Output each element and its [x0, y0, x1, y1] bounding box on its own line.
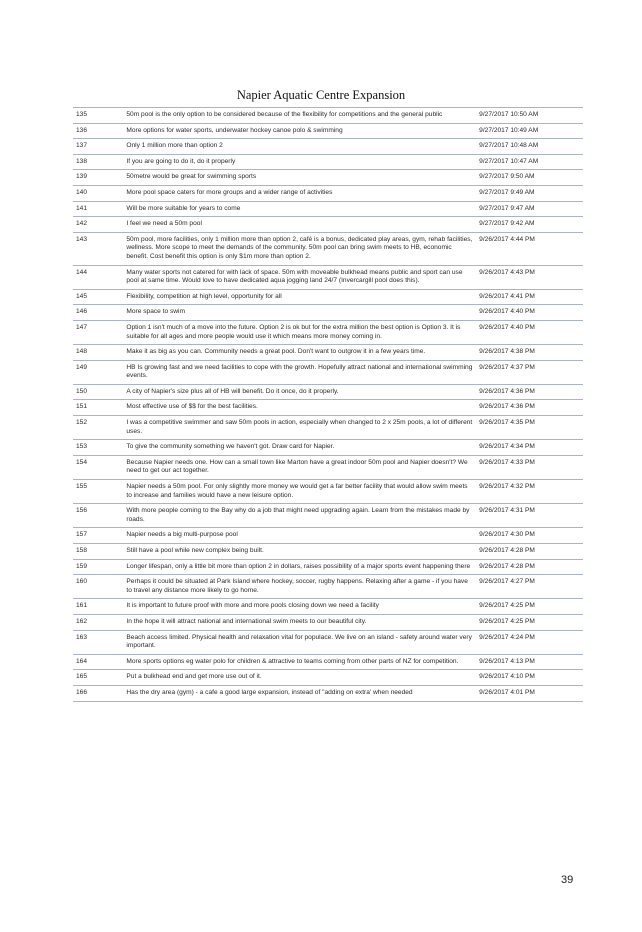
response-id: 141	[73, 201, 123, 217]
response-text: Still have a pool while new complex being built.	[123, 544, 476, 560]
response-date: 9/26/2017 4:33 PM	[476, 455, 583, 479]
response-text: Flexibility, competition at high level, opportunity for all	[123, 289, 476, 305]
response-id: 138	[73, 154, 123, 170]
response-date: 9/26/2017 4:25 PM	[476, 614, 583, 630]
table-row	[73, 360, 583, 384]
response-date: 9/26/2017 4:38 PM	[476, 345, 583, 361]
response-id: 159	[73, 559, 123, 575]
response-id: 155	[73, 480, 123, 504]
response-date: 9/26/2017 4:36 PM	[476, 384, 583, 400]
response-text: If you are going to do it, do it properly	[123, 154, 476, 170]
response-id: 156	[73, 504, 123, 528]
response-text: More space to swim	[123, 305, 476, 321]
response-id: 166	[73, 685, 123, 701]
response-text: Many water sports not catered for with lack of space. 50m with moveable bulkhead means public and sport can use pool at same time. Would love to have dedicated aqua jogging land 24/7 (Invercargill pool does this).	[123, 265, 476, 289]
page-number: 39	[561, 874, 574, 886]
response-date: 9/26/2017 4:41 PM	[476, 289, 583, 305]
table-row	[73, 170, 583, 186]
table-row	[73, 185, 583, 201]
response-id: 157	[73, 528, 123, 544]
response-date: 9/27/2017 10:48 AM	[476, 139, 583, 155]
table-row	[73, 201, 583, 217]
responses-table-body	[73, 108, 583, 702]
response-date: 9/27/2017 10:50 AM	[476, 108, 583, 124]
response-date: 9/27/2017 9:49 AM	[476, 185, 583, 201]
response-text: Make it as big as you can. Community needs a great pool. Don't want to outgrow it in a few years time.	[123, 345, 476, 361]
table-row	[73, 559, 583, 575]
response-date: 9/26/2017 4:28 PM	[476, 559, 583, 575]
response-text: Because Napier needs one. How can a small town like Marton have a great indoor 50m pool and Napier doesn't? We need to get our act together.	[123, 455, 476, 479]
response-text: More sports options eg water polo for children & attractive to teams coming from other parts of NZ for competition.	[123, 654, 476, 670]
response-id: 154	[73, 455, 123, 479]
response-text: Option 1 isn't much of a move into the future. Option 2 is ok but for the extra million the best option is Option 3. It is suitable for all ages and more people would use it which means more money coming in.	[123, 320, 476, 344]
table-row	[73, 440, 583, 456]
response-text: In the hope it will attract national and international swim meets to our beautiful city.	[123, 614, 476, 630]
response-id: 136	[73, 123, 123, 139]
response-text: Has the dry area (gym) - a cafe a good large expansion, instead of "adding on extra' when needed	[123, 685, 476, 701]
table-row	[73, 320, 583, 344]
response-id: 153	[73, 440, 123, 456]
response-text: It is important to future proof with more and more pools closing down we need a facility	[123, 599, 476, 615]
response-text: Put a bulkhead end and get more use out of it.	[123, 670, 476, 686]
response-date: 9/26/2017 4:43 PM	[476, 265, 583, 289]
response-id: 144	[73, 265, 123, 289]
table-row	[73, 400, 583, 416]
response-id: 164	[73, 654, 123, 670]
response-date: 9/26/2017 4:31 PM	[476, 504, 583, 528]
response-id: 137	[73, 139, 123, 155]
response-text: To give the community something we haven't got. Draw card for Napier.	[123, 440, 476, 456]
response-date: 9/26/2017 4:01 PM	[476, 685, 583, 701]
response-date: 9/26/2017 4:34 PM	[476, 440, 583, 456]
response-id: 162	[73, 614, 123, 630]
response-text: I feel we need a 50m pool	[123, 217, 476, 233]
response-text: Perhaps it could be situated at Park Island where hockey, soccer, rugby happens. Relaxing after a game - if you have to travel any distance more likely to go home.	[123, 575, 476, 599]
response-date: 9/26/2017 4:28 PM	[476, 544, 583, 560]
response-text: Beach access limited. Physical health and relaxation vital for populace. We live on an island - safety around water very important.	[123, 630, 476, 654]
table-row	[73, 544, 583, 560]
response-id: 158	[73, 544, 123, 560]
table-row	[73, 305, 583, 321]
response-id: 147	[73, 320, 123, 344]
table-row	[73, 670, 583, 686]
table-row	[73, 416, 583, 440]
response-text: I was a competitive swimmer and saw 50m pools in action, especially when changed to 2 x 25m pools, a lot of different uses.	[123, 416, 476, 440]
response-text: 50m pool, more facilities, only 1 million more than option 2, café is a bonus, dedicated play areas, gym, rehab facilities, wellness. More scope to meet the demands of the community. 50m pool can bring swim meets to HB, economic benefit. Cost benefit this option is only $1m more than option 2.	[123, 232, 476, 265]
table-row	[73, 139, 583, 155]
response-text: Will be more suitable for years to come	[123, 201, 476, 217]
response-text: Napier needs a big multi-purpose pool	[123, 528, 476, 544]
response-text: HB Is growing fast and we need facilities to cope with the growth. Hopefully attract national and international swimming events.	[123, 360, 476, 384]
table-row	[73, 345, 583, 361]
table-row	[73, 123, 583, 139]
response-date: 9/26/2017 4:36 PM	[476, 400, 583, 416]
table-row	[73, 455, 583, 479]
response-id: 165	[73, 670, 123, 686]
response-id: 140	[73, 185, 123, 201]
response-date: 9/27/2017 9:47 AM	[476, 201, 583, 217]
response-id: 145	[73, 289, 123, 305]
response-text: 50metre would be great for swimming sports	[123, 170, 476, 186]
table-row	[73, 654, 583, 670]
response-date: 9/27/2017 9:50 AM	[476, 170, 583, 186]
response-date: 9/27/2017 10:47 AM	[476, 154, 583, 170]
response-date: 9/26/2017 4:24 PM	[476, 630, 583, 654]
response-id: 150	[73, 384, 123, 400]
response-date: 9/26/2017 4:32 PM	[476, 480, 583, 504]
response-id: 135	[73, 108, 123, 124]
page-title: Napier Aquatic Centre Expansion	[236, 88, 406, 102]
table-row	[73, 384, 583, 400]
table-row	[73, 480, 583, 504]
response-date: 9/26/2017 4:25 PM	[476, 599, 583, 615]
response-date: 9/26/2017 4:40 PM	[476, 305, 583, 321]
response-id: 142	[73, 217, 123, 233]
response-date: 9/26/2017 4:44 PM	[476, 232, 583, 265]
response-date: 9/26/2017 4:40 PM	[476, 320, 583, 344]
response-id: 139	[73, 170, 123, 186]
table-row	[73, 575, 583, 599]
table-row	[73, 685, 583, 701]
response-date: 9/27/2017 9:42 AM	[476, 217, 583, 233]
response-id: 161	[73, 599, 123, 615]
table-row	[73, 599, 583, 615]
response-text: A city of Napier's size plus all of HB will benefit. Do it once, do it properly.	[123, 384, 476, 400]
response-date: 9/26/2017 4:35 PM	[476, 416, 583, 440]
response-text: Longer lifespan, only a little bit more than option 2 in dollars, raises possibility of a major sports event happening there	[123, 559, 476, 575]
table-row	[73, 528, 583, 544]
response-date: 9/26/2017 4:13 PM	[476, 654, 583, 670]
response-date: 9/27/2017 10:49 AM	[476, 123, 583, 139]
response-id: 160	[73, 575, 123, 599]
response-text: With more people coming to the Bay why do a job that might need upgrading again. Learn from the mistakes made by roads.	[123, 504, 476, 528]
table-row	[73, 504, 583, 528]
response-date: 9/26/2017 4:10 PM	[476, 670, 583, 686]
response-id: 152	[73, 416, 123, 440]
response-id: 143	[73, 232, 123, 265]
response-text: 50m pool is the only option to be considered because of the flexibility for competitions and the general public	[123, 108, 476, 124]
response-id: 146	[73, 305, 123, 321]
response-text: More pool space caters for more groups and a wider range of activities	[123, 185, 476, 201]
response-text: Napier needs a 50m pool. For only slightly more money we would get a far better facility that would allow swim meets to increase and families would have a new leisure option.	[123, 480, 476, 504]
response-id: 149	[73, 360, 123, 384]
response-text: More options for water sports, underwater hockey canoe polo & swimming	[123, 123, 476, 139]
response-date: 9/26/2017 4:30 PM	[476, 528, 583, 544]
responses-table	[73, 107, 583, 702]
table-row	[73, 265, 583, 289]
table-row	[73, 108, 583, 124]
response-text: Only 1 million more than option 2	[123, 139, 476, 155]
table-row	[73, 154, 583, 170]
response-id: 148	[73, 345, 123, 361]
table-row	[73, 614, 583, 630]
response-id: 151	[73, 400, 123, 416]
response-date: 9/26/2017 4:37 PM	[476, 360, 583, 384]
response-id: 163	[73, 630, 123, 654]
table-row	[73, 630, 583, 654]
response-date: 9/26/2017 4:27 PM	[476, 575, 583, 599]
response-text: Most effective use of $$ for the best facilities.	[123, 400, 476, 416]
table-row	[73, 232, 583, 265]
table-row	[73, 289, 583, 305]
table-row	[73, 217, 583, 233]
